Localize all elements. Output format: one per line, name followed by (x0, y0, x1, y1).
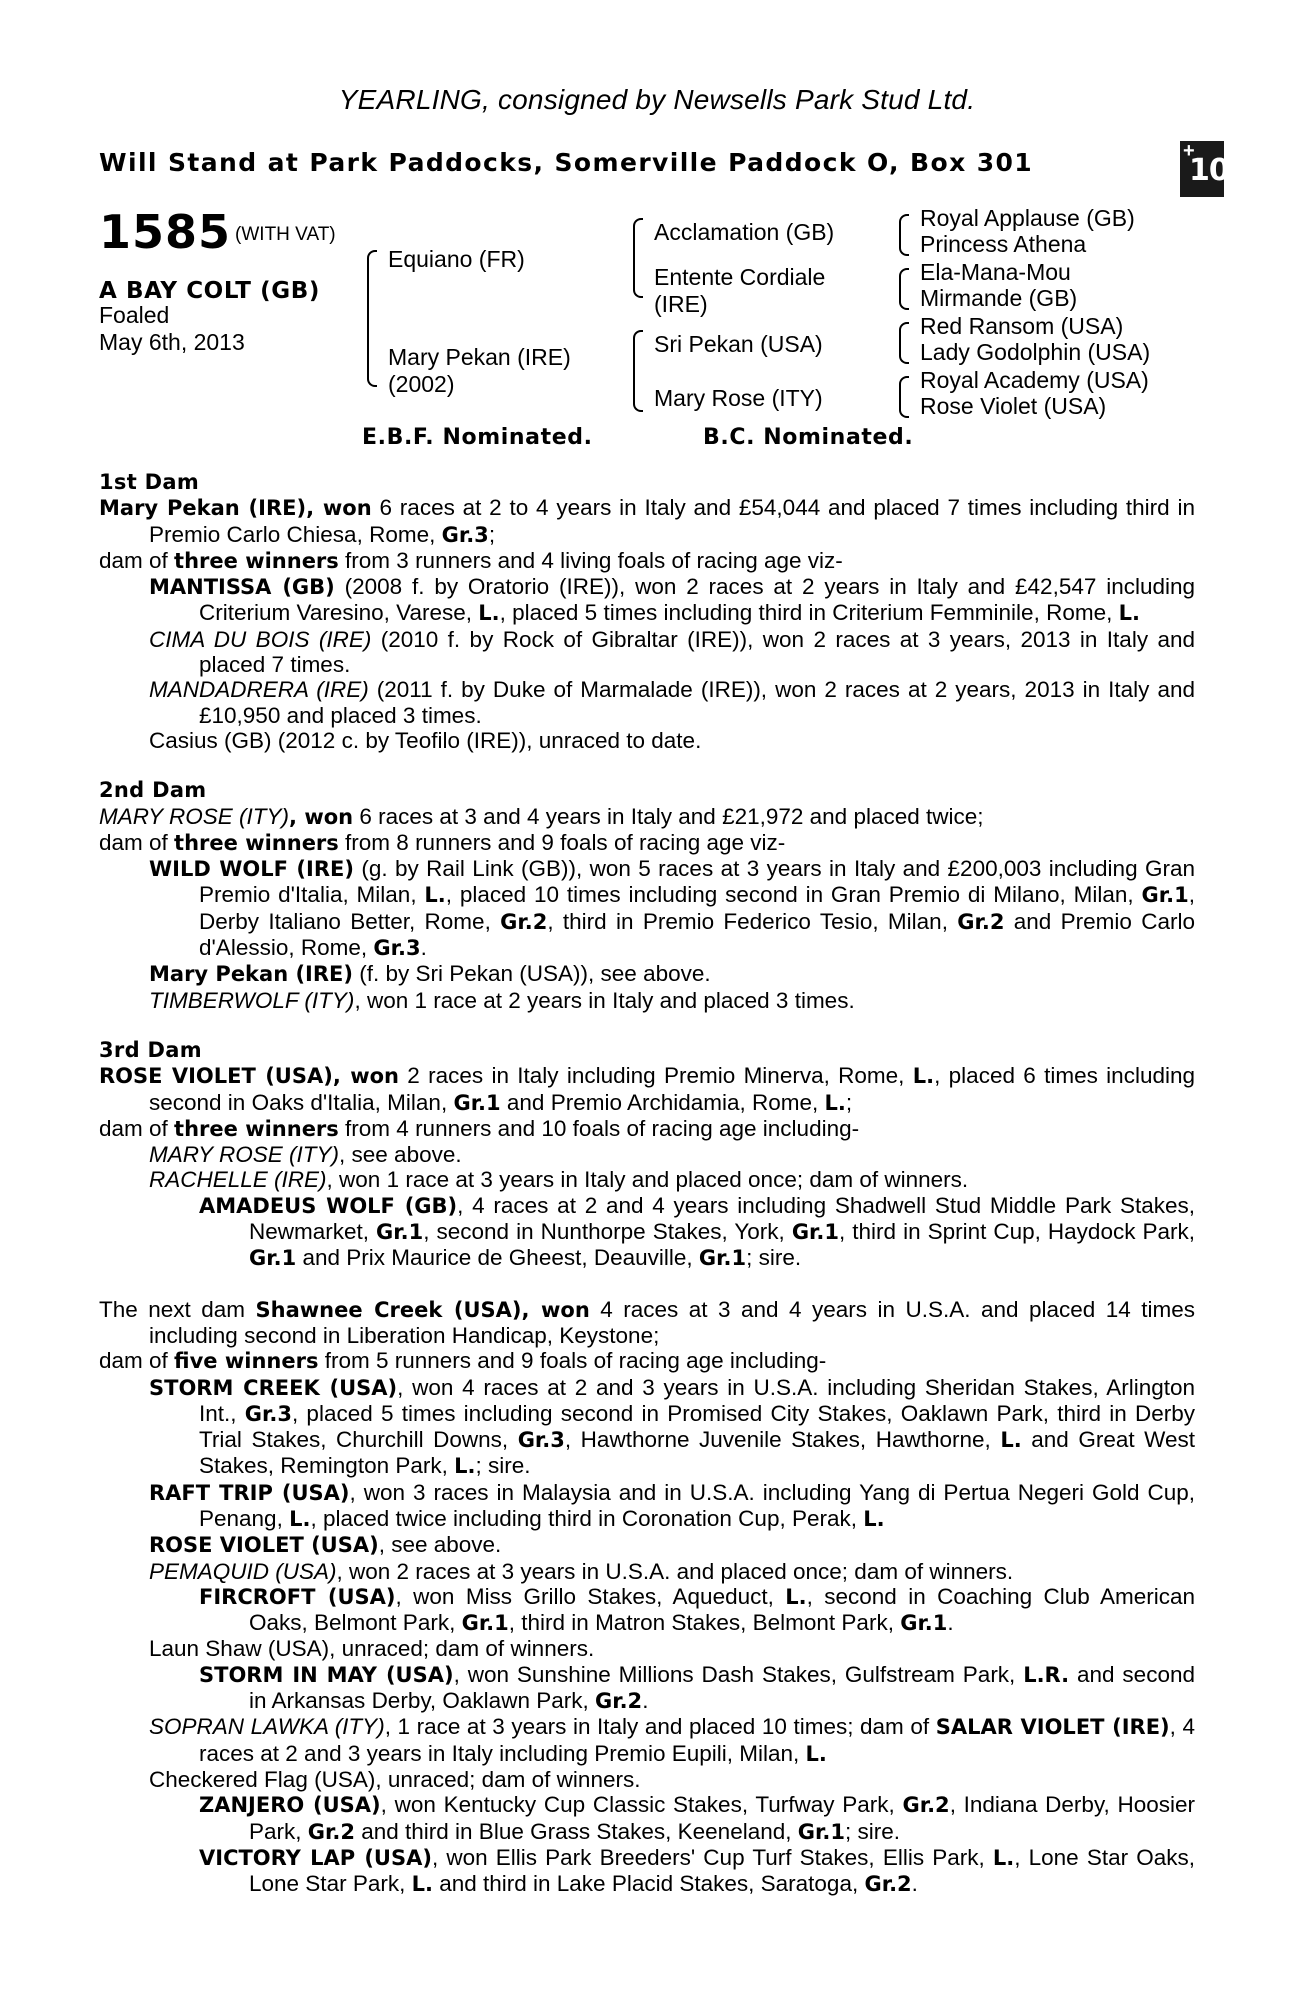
text: , won Sunshine Millions Dash Stakes, Gulfstream Park, (453, 1661, 1024, 1687)
progeny-name: RAFT TRIP (USA) (149, 1480, 350, 1505)
text: , won 3 races in Malaysia and in U.S.A. including Yang di Pertua Negeri Gold Cup, Penang, (199, 1479, 1195, 1531)
progeny-entry (99, 988, 1195, 1013)
text: and Premio Carlo d'Alessio, Rome, (199, 908, 1195, 961)
pedigree-dam-year: (2002) (388, 371, 455, 397)
pedigree-ssd: Princess Athena (920, 231, 1087, 257)
grade: Gr.1 (461, 1611, 509, 1636)
punct: ; (488, 521, 496, 547)
text: from 4 runners and 10 foals of racing age including- (338, 1115, 860, 1141)
consignor-line: YEARLING, consigned by Newsells Park Stud Ltd. (338, 84, 976, 115)
progeny-name: STORM CREEK (USA) (149, 1375, 398, 1400)
progeny-name: TIMBERWOLF (ITY) (149, 987, 355, 1013)
pedigree-bracket-sire-side (633, 218, 643, 298)
grade: Gr.2 (500, 909, 548, 934)
grade: L. (454, 1454, 476, 1479)
grade: Gr.1 (376, 1220, 424, 1245)
grade: L. (912, 1064, 935, 1089)
grade: Gr.1 (1141, 883, 1189, 908)
text: (2010 f. by Rock of Gibraltar (IRE)), won 2 races at 3 years, 2013 in Italy and placed 7 times. (199, 626, 1195, 678)
text: and Prix Maurice de Gheest, Deauville, (296, 1245, 699, 1271)
grade: Gr.1 (698, 1246, 747, 1271)
progeny-entry (99, 1142, 1195, 1167)
first-dam-name: Mary Pekan (IRE) (99, 496, 307, 521)
progeny-name: CIMA DU BOIS (IRE) (149, 626, 372, 652)
text: , won 1 race at 3 years in Italy and placed once; dam of winners. (326, 1167, 969, 1193)
progeny-name: AMADEUS WOLF (GB) (199, 1193, 458, 1218)
progeny-entry (99, 1532, 1195, 1558)
grand-progeny-entry (99, 1792, 1195, 1845)
grand-progeny-entry (99, 1193, 1195, 1272)
text: , third in Matron Stakes, Belmont Park, (508, 1610, 901, 1636)
text: , Derby Italiano Better, Rome, (199, 882, 1195, 934)
won-label: , won (521, 1297, 590, 1322)
pedigree-sire: Equiano (FR) (388, 246, 525, 272)
tenth-badge (1180, 140, 1229, 197)
grand-progeny-entry (99, 1845, 1195, 1898)
grade: Gr.1 (453, 1090, 501, 1115)
grade: L. (1118, 601, 1140, 626)
progeny-entry (99, 627, 1195, 678)
progeny-name: FIRCROFT (USA) (199, 1584, 396, 1609)
catalogue-body (99, 470, 1195, 1897)
text: and Great West Stakes, Remington Park, (199, 1427, 1195, 1479)
text: and Premio Archidamia, Rome, (500, 1089, 825, 1115)
progeny-name: MARY ROSE (ITY) (149, 1142, 340, 1168)
record-text: 6 races at 2 to 4 years in Italy and £54,044 and placed 7 times including third in Premio Carlo Chiesa, Rome, (149, 495, 1195, 547)
pedigree-bracket-dam-side (633, 330, 643, 412)
grade: L. (805, 1741, 827, 1766)
progeny-entry (99, 1559, 1195, 1584)
grade: L. (992, 1845, 1015, 1870)
spacer (99, 1272, 1195, 1297)
won-label: , won (306, 496, 372, 521)
text: , placed 5 times including third in Criterium Femminile, Rome, (499, 600, 1119, 626)
grade: L. (785, 1584, 807, 1609)
progeny-entry (99, 961, 1195, 987)
grade: Gr.3 (517, 1428, 565, 1453)
text: , placed twice including third in Coronation Cup, Perak, (310, 1505, 864, 1531)
horse-name: A BAY COLT (GB) (99, 278, 321, 304)
spacer (99, 753, 1195, 778)
pedigree-sdd: Mirmande (GB) (920, 285, 1078, 311)
pedigree-ddd: Rose Violet (USA) (920, 393, 1107, 419)
winners-count: three winners (174, 548, 339, 573)
text: , won 2 races at 3 years in U.S.A. and placed once; dam of winners. (336, 1558, 1014, 1584)
text: dam of (99, 547, 175, 573)
winners-count: three winners (174, 830, 339, 855)
won-label: , won (289, 804, 354, 829)
text: from 5 runners and 9 foals of racing age including- (318, 1348, 827, 1374)
progeny-entry (99, 1714, 1195, 1767)
text: , placed 6 times including second in Oaks d'Italia, Milan, (149, 1063, 1195, 1115)
progeny-name: MANTISSA (GB) (149, 575, 335, 600)
text: , won Kentucky Cup Classic Stakes, Turfway Park, (380, 1792, 903, 1818)
second-dam-name: MARY ROSE (ITY) (99, 803, 290, 829)
progeny-name: SALAR VIOLET (IRE) (935, 1715, 1170, 1740)
text: , see above. (378, 1532, 502, 1558)
grade: Gr.2 (957, 909, 1005, 934)
lot-header (99, 205, 336, 259)
third-dam-record (99, 1063, 1195, 1116)
punct: ; (845, 1089, 853, 1115)
progeny-entry: Casius (GB) (2012 c. by Teofilo (IRE)), unraced to date. (149, 727, 702, 753)
text: (f. by Sri Pekan (USA)), see above. (352, 961, 711, 987)
text: and third in Blue Grass Stakes, Keeneland, (354, 1818, 798, 1844)
grade: Gr.1 (791, 1220, 840, 1245)
progeny-entry: Checkered Flag (USA), unraced; dam of winners. (149, 1766, 641, 1792)
second-dam-record (99, 804, 1195, 830)
text: 4 races at 3 and 4 years in U.S.A. and placed 14 times including second in Liberation Handicap, Keystone; (149, 1296, 1195, 1348)
lot-number: 1585 (99, 205, 232, 259)
foaled-info (99, 302, 245, 356)
text: , Indiana Derby, Hoosier Park, (249, 1792, 1196, 1844)
text: , second in Coaching Club American Oaks, Belmont Park, (249, 1583, 1196, 1636)
punct: . (947, 1610, 954, 1636)
bc-nominated: B.C. Nominated. (703, 425, 914, 450)
ebf-nominated: E.B.F. Nominated. (362, 425, 593, 450)
pedigree-bracket-4b (899, 268, 909, 310)
grade: L. (1000, 1428, 1022, 1453)
grade: L. (863, 1506, 885, 1531)
next-dam-name: Shawnee Creek (USA) (255, 1297, 522, 1322)
progeny-name: ZANJERO (USA) (199, 1793, 381, 1818)
progeny-name: VICTORY LAP (USA) (199, 1845, 432, 1870)
progeny-entry (99, 1480, 1195, 1533)
text: , 4 races at 2 and 3 years in Italy including Premio Eupili, Milan, (199, 1714, 1195, 1766)
text: from 8 runners and 9 foals of racing age viz- (338, 829, 786, 855)
text: dam of (99, 1115, 175, 1141)
next-dam-record (99, 1297, 1195, 1349)
spacer (99, 1013, 1195, 1038)
text: 6 races at 3 and 4 years in Italy and £21,972 and placed twice; (353, 803, 984, 829)
text: , see above. (339, 1142, 462, 1168)
grade: Gr.3 (244, 1401, 292, 1426)
third-dam-produce-summary (99, 1116, 1195, 1142)
pedigree-bracket-4c (899, 322, 909, 364)
text: , placed 10 times including second in Gran Premio di Milano, Milan, (445, 882, 1142, 908)
grade: Gr.1 (900, 1611, 948, 1636)
stand-location: Will Stand at Park Paddocks, Somerville Paddock O, Box 301 (99, 148, 1034, 177)
grade: L.R. (1023, 1662, 1070, 1687)
second-dam-produce-summary (99, 830, 1195, 856)
third-dam-name: ROSE VIOLET (USA) (99, 1064, 333, 1089)
text: , placed 5 times including second in Promised City Stakes, Oaklawn Park, third in Derby Trial Stakes, Churchill Downs, (199, 1400, 1195, 1453)
pedigree-bracket-4a (899, 214, 909, 256)
grade: Gr.1 (249, 1246, 297, 1271)
text: and second in Arkansas Derby, Oaklawn Park, (249, 1661, 1195, 1714)
progeny-name: STORM IN MAY (USA) (199, 1662, 454, 1687)
punct: . (420, 935, 427, 961)
text: dam of (99, 829, 175, 855)
text: , 1 race at 3 years in Italy and placed 10 times; dam of (384, 1714, 936, 1740)
grade: L. (289, 1506, 311, 1531)
first-dam-record (99, 495, 1195, 548)
progeny-name: Mary Pekan (IRE) (149, 962, 353, 987)
pedigree-dam: Mary Pekan (IRE) (388, 344, 571, 370)
lot-vat: (WITH VAT) (235, 224, 336, 245)
foaled-date: May 6th, 2013 (99, 329, 245, 355)
text: , won 4 races at 2 and 3 years in U.S.A. including Sheridan Stakes, Arlington Int., (199, 1374, 1195, 1426)
second-dam-heading: 2nd Dam (99, 778, 207, 803)
grade: Gr.2 (864, 1872, 912, 1897)
punct: . (911, 1871, 918, 1897)
text: , Hawthorne Juvenile Stakes, Hawthorne, (564, 1427, 1001, 1453)
pedigree-bracket-sire-dam (367, 250, 377, 387)
text: , third in Sprint Cup, Haydock Park, (839, 1219, 1195, 1245)
pedigree-sds: Ela-Mana-Mou (920, 259, 1071, 285)
text: ; sire. (475, 1453, 531, 1479)
pedigree-sire-dam-country: (IRE) (654, 291, 708, 317)
progeny-entry (99, 856, 1195, 961)
text: , Lone Star Oaks, Lone Star Park, (249, 1844, 1196, 1897)
next-dam-produce-summary (99, 1348, 1195, 1374)
winners-count: five winners (174, 1349, 319, 1374)
pedigree-sss: Royal Applause (GB) (920, 205, 1135, 231)
progeny-name: SOPRAN LAWKA (ITY) (149, 1714, 385, 1740)
progeny-name: ROSE VIOLET (USA) (149, 1533, 379, 1558)
progeny-entry (99, 1375, 1195, 1480)
pedigree-dam-sire: Sri Pekan (USA) (654, 331, 823, 357)
pedigree-dds: Royal Academy (USA) (920, 367, 1149, 393)
text: , third in Premio Federico Tesio, Milan, (547, 908, 958, 934)
pedigree-dam-dam: Mary Rose (ITY) (654, 385, 823, 411)
text: The next dam (99, 1296, 256, 1322)
text: dam of (99, 1348, 175, 1374)
grade: L. (424, 883, 446, 908)
text: ; sire. (844, 1818, 900, 1844)
text: ; sire. (746, 1245, 802, 1271)
third-dam-heading: 3rd Dam (99, 1037, 202, 1062)
pedigree-dsd: Lady Godolphin (USA) (920, 339, 1151, 365)
text: (2011 f. by Duke of Marmalade (IRE)), won 2 races at 2 years, 2013 in Italy and £10,950 and placed 3 times. (199, 677, 1195, 728)
text: (g. by Rail Link (GB)), won 5 races at 3 years in Italy and £200,003 including Gran Premio d'Italia, Milan, (199, 856, 1195, 908)
first-dam-heading: 1st Dam (99, 470, 200, 494)
grand-progeny-entry (99, 1584, 1195, 1637)
text: 2 races in Italy including Premio Minerva, Rome, (398, 1063, 913, 1089)
grade: L. (411, 1872, 433, 1897)
progeny-entry: Laun Shaw (USA), unraced; dam of winners. (149, 1636, 595, 1662)
text: , won Ellis Park Breeders' Cup Turf Stakes, Ellis Park, (431, 1844, 993, 1870)
progeny-entry (99, 677, 1195, 728)
pedigree-bracket-4d (899, 376, 909, 418)
text: and third in Lake Placid Stakes, Saratoga, (432, 1871, 865, 1897)
grade: Gr.1 (797, 1819, 845, 1844)
first-dam-produce-summary (99, 548, 1195, 574)
text: , won Miss Grillo Stakes, Aqueduct, (395, 1583, 786, 1609)
grade: Gr.3 (441, 522, 489, 547)
progeny-entry (99, 1167, 1195, 1192)
grade: L. (824, 1090, 846, 1115)
won-label: , won (332, 1064, 399, 1089)
grand-progeny-entry (99, 1662, 1195, 1715)
grade: L. (478, 601, 500, 626)
grade: Gr.3 (373, 936, 421, 961)
text: , second in Nunthorpe Stakes, York, (423, 1219, 792, 1245)
progeny-name: PEMAQUID (USA) (149, 1558, 337, 1584)
text: , won 1 race at 2 years in Italy and placed 3 times. (354, 987, 855, 1013)
pedigree-dss: Red Ransom (USA) (920, 313, 1124, 339)
progeny-name: WILD WOLF (IRE) (149, 857, 354, 882)
pedigree-sire-sire: Acclamation (GB) (654, 219, 835, 245)
grade: Gr.2 (594, 1689, 643, 1714)
punct: . (642, 1688, 649, 1714)
text: (2008 f. by Oratorio (IRE)), won 2 races at 2 years in Italy and £42,547 including Criterium Varesino, Varese, (199, 574, 1196, 626)
progeny-name: RACHELLE (IRE) (149, 1167, 327, 1193)
progeny-entry (99, 574, 1195, 627)
badge-plus: + (1183, 140, 1195, 162)
progeny-name: MANDADRERA (IRE) (149, 677, 369, 703)
grade: Gr.2 (902, 1793, 950, 1818)
text: , 4 races at 2 and 4 years including Shadwell Stud Middle Park Stakes, Newmarket, (249, 1192, 1195, 1245)
winners-count: three winners (174, 1116, 339, 1141)
text: from 3 runners and 4 living foals of racing age viz- (338, 547, 843, 573)
pedigree-sire-dam: Entente Cordiale (654, 264, 826, 290)
grade: Gr.2 (307, 1819, 355, 1844)
badge-number: 10 (1189, 153, 1229, 188)
foaled-label: Foaled (99, 302, 170, 328)
